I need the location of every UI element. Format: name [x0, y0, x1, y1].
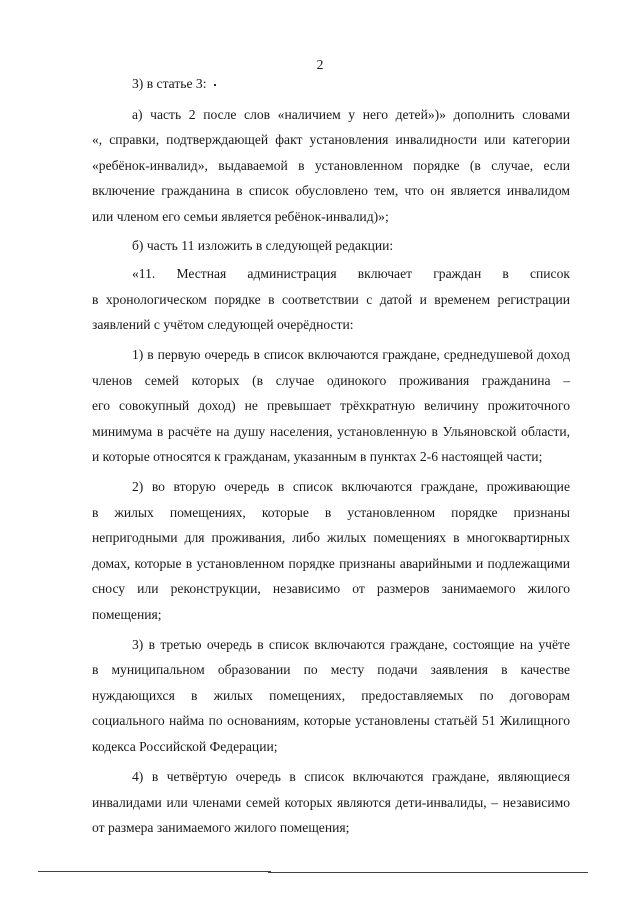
line-p2-4: домах, которые в установленном порядке признаны аварийными и подлежащими: [92, 556, 570, 571]
line-p4-2: инвалидами или членами семей которых являются дети-инвалиды, – независимо: [92, 795, 570, 810]
line-p3-2: в муниципальном образовании по месту подачи заявления в качестве: [92, 662, 570, 677]
line-a-1: а) часть 2 после слов «наличием у него детей»)» дополнить словами: [132, 107, 570, 122]
line-p1-5: и которые относятся к гражданам, указанным в пунктах 2-6 настоящей части;: [92, 449, 543, 464]
page-number: 2: [316, 57, 324, 72]
line-p3-5: кодекса Российской Федерации;: [92, 739, 278, 754]
line-p3-3: нуждающихся в жилых помещениях, предоставляемых по договорам: [92, 688, 570, 703]
line-p3-1: 3) в третью очередь в список включаются граждане, состоящие на учёте: [132, 637, 570, 652]
line-article-3: 3) в статье 3:: [132, 76, 207, 91]
line-p2-5: сносу или реконструкции, независимо от размеров занимаемого жилого: [92, 581, 570, 596]
line-a-3: «ребёнок-инвалид», выдаваемой в установленном порядке (в случае, если: [92, 158, 570, 173]
line-p4-1: 4) в четвёртую очередь в список включаются граждане, являющиеся: [132, 769, 570, 784]
line-p1-3: его совокупный доход) не превышает трёхкратную величину прожиточного: [92, 398, 570, 413]
line-a-4: включение гражданина в список обусловлено тем, что он является инвалидом: [92, 183, 570, 198]
line-p1-4: минимума в расчёте на душу населения, установленную в Ульяновской области,: [92, 424, 570, 439]
line-p3-4: социального найма по основаниям, которые установлены статьёй 51 Жилищного: [92, 713, 570, 728]
line-p4-3: от размера занимаемого жилого помещения;: [92, 820, 350, 835]
line-p2-3: непригодными для проживания, либо жилых помещениях в многоквартирных: [92, 530, 570, 545]
line-a-2: «, справки, подтверждающей факт установления инвалидности или категории: [92, 132, 570, 147]
line-p2-1: 2) во вторую очередь в список включаются граждане, проживающие: [132, 479, 570, 494]
line-q-2: в хронологическом порядке в соответствии с датой и временем регистрации: [92, 292, 570, 307]
line-q-1: «11. Местная администрация включает граждан в список: [132, 266, 570, 281]
line-p2-2: в жилых помещениях, которые в установленном порядке признаны: [92, 505, 570, 520]
footer-rule-right: [268, 872, 588, 873]
line-b-1: б) часть 11 изложить в следующей редакции:: [132, 238, 394, 253]
line-q-3: заявлений с учётом следующей очерёдности:: [92, 317, 354, 332]
scan-speck: [214, 84, 216, 86]
line-p1-2: членов семей которых (в случае одинокого проживания гражданина –: [92, 373, 570, 388]
line-p1-1: 1) в первую очередь в список включаются граждане, среднедушевой доход: [132, 347, 570, 362]
line-p2-6: помещения;: [92, 607, 162, 622]
footer-rule-left: [38, 871, 271, 872]
line-a-5: или членом его семьи является ребёнок-инвалид)»;: [92, 209, 389, 224]
